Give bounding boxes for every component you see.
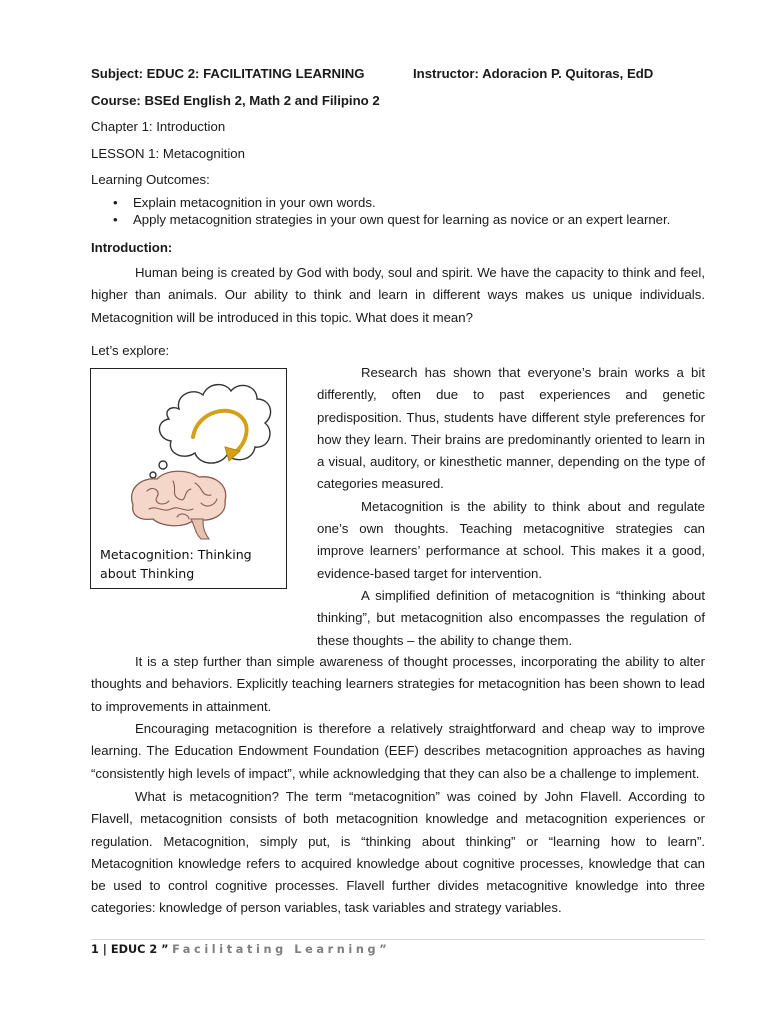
learning-outcomes-label: Learning Outcomes: xyxy=(91,172,210,187)
metacognition-figure xyxy=(90,368,287,589)
right-column-text xyxy=(317,362,705,652)
page-footer xyxy=(91,943,390,956)
subject-text: Subject: EDUC 2: FACILITATING LEARNING xyxy=(91,66,365,81)
subject-line xyxy=(91,66,705,81)
outcome-item: • Apply metacognition strategies in your own quest for learning as novice or an expert learner. xyxy=(91,211,670,228)
learning-outcomes-list xyxy=(91,194,670,228)
definition-paragraph: A simplified definition of metacognition is “thinking about thinking”, but metacognition also encompasses the regulation of these thoughts – the ability to change them. xyxy=(317,587,705,648)
introduction-paragraph: Human being is created by God with body, soul and spirit. We have the capacity to think and feel, higher than animals. Our ability to think and learn in different ways makes us unique individuals. Metacognition will be introduced in this topic. What does it mean? xyxy=(91,265,705,325)
introduction-heading: Introduction: xyxy=(91,240,173,255)
ability-paragraph: Metacognition is the ability to think about and regulate one’s own thoughts. Teaching metacognitive strategies can improve learners’ performance at school. This makes it a good, evidence-based target for intervention. xyxy=(317,498,705,581)
outcome-item: • Explain metacognition in your own words. xyxy=(91,194,670,211)
encouraging-paragraph: Encouraging metacognition is therefore a relatively straightforward and cheap way to improve learning. The Education Endowment Foundation (EEF) describes metacognition approaches as having “consistently high levels of impact”, while acknowledging that they can also be a challenge to implement. xyxy=(91,721,705,781)
footer-divider xyxy=(91,939,705,940)
what-is-metacognition-paragraph: What is metacognition? The term “metacognition” was coined by John Flavell. According to Flavell, metacognition consists of both metacognition knowledge and metacognition experiences or regulation. Metacognition, simply put, is “thinking about thinking” or “learning how to learn”. Metacognition knowledge refers to acquired knowledge about cognitive processes, knowledge that can be used to control cognitive processes. Flavell further divides metacognitive knowledge into three categories: knowledge of person variables, task variables and strategy variables. xyxy=(91,789,705,916)
brain-thought-bubble-illustration xyxy=(91,369,286,541)
page-number: 1 | EDUC 2 ” xyxy=(91,943,169,956)
instructor-text: Instructor: Adoracion P. Quitoras, EdD xyxy=(413,66,654,81)
figure-caption: Metacognition: Thinking about Thinking xyxy=(100,547,252,581)
explore-label: Let’s explore: xyxy=(91,343,170,358)
chapter-title: Chapter 1: Introduction xyxy=(91,119,226,134)
step-paragraph: It is a step further than simple awareness of thought processes, incorporating the ability to alter thoughts and behaviors. Explicitly teaching learners strategies for metacognition has been shown to lead to improvements in attainment. xyxy=(91,654,705,714)
course-line: Course: BSEd English 2, Math 2 and Filipino 2 xyxy=(91,93,380,108)
lesson-title: LESSON 1: Metacognition xyxy=(91,146,245,161)
footer-subtitle: Facilitating Learning” xyxy=(172,943,391,956)
research-paragraph: Research has shown that everyone’s brain works a bit differently, often due to past experiences and genetic predisposition. Thus, students have different style preferences for how they learn. Their brains are predominantly oriented to learn in a visual, auditory, or kinesthetic manner, depending on the type of categories measured. xyxy=(317,365,705,492)
